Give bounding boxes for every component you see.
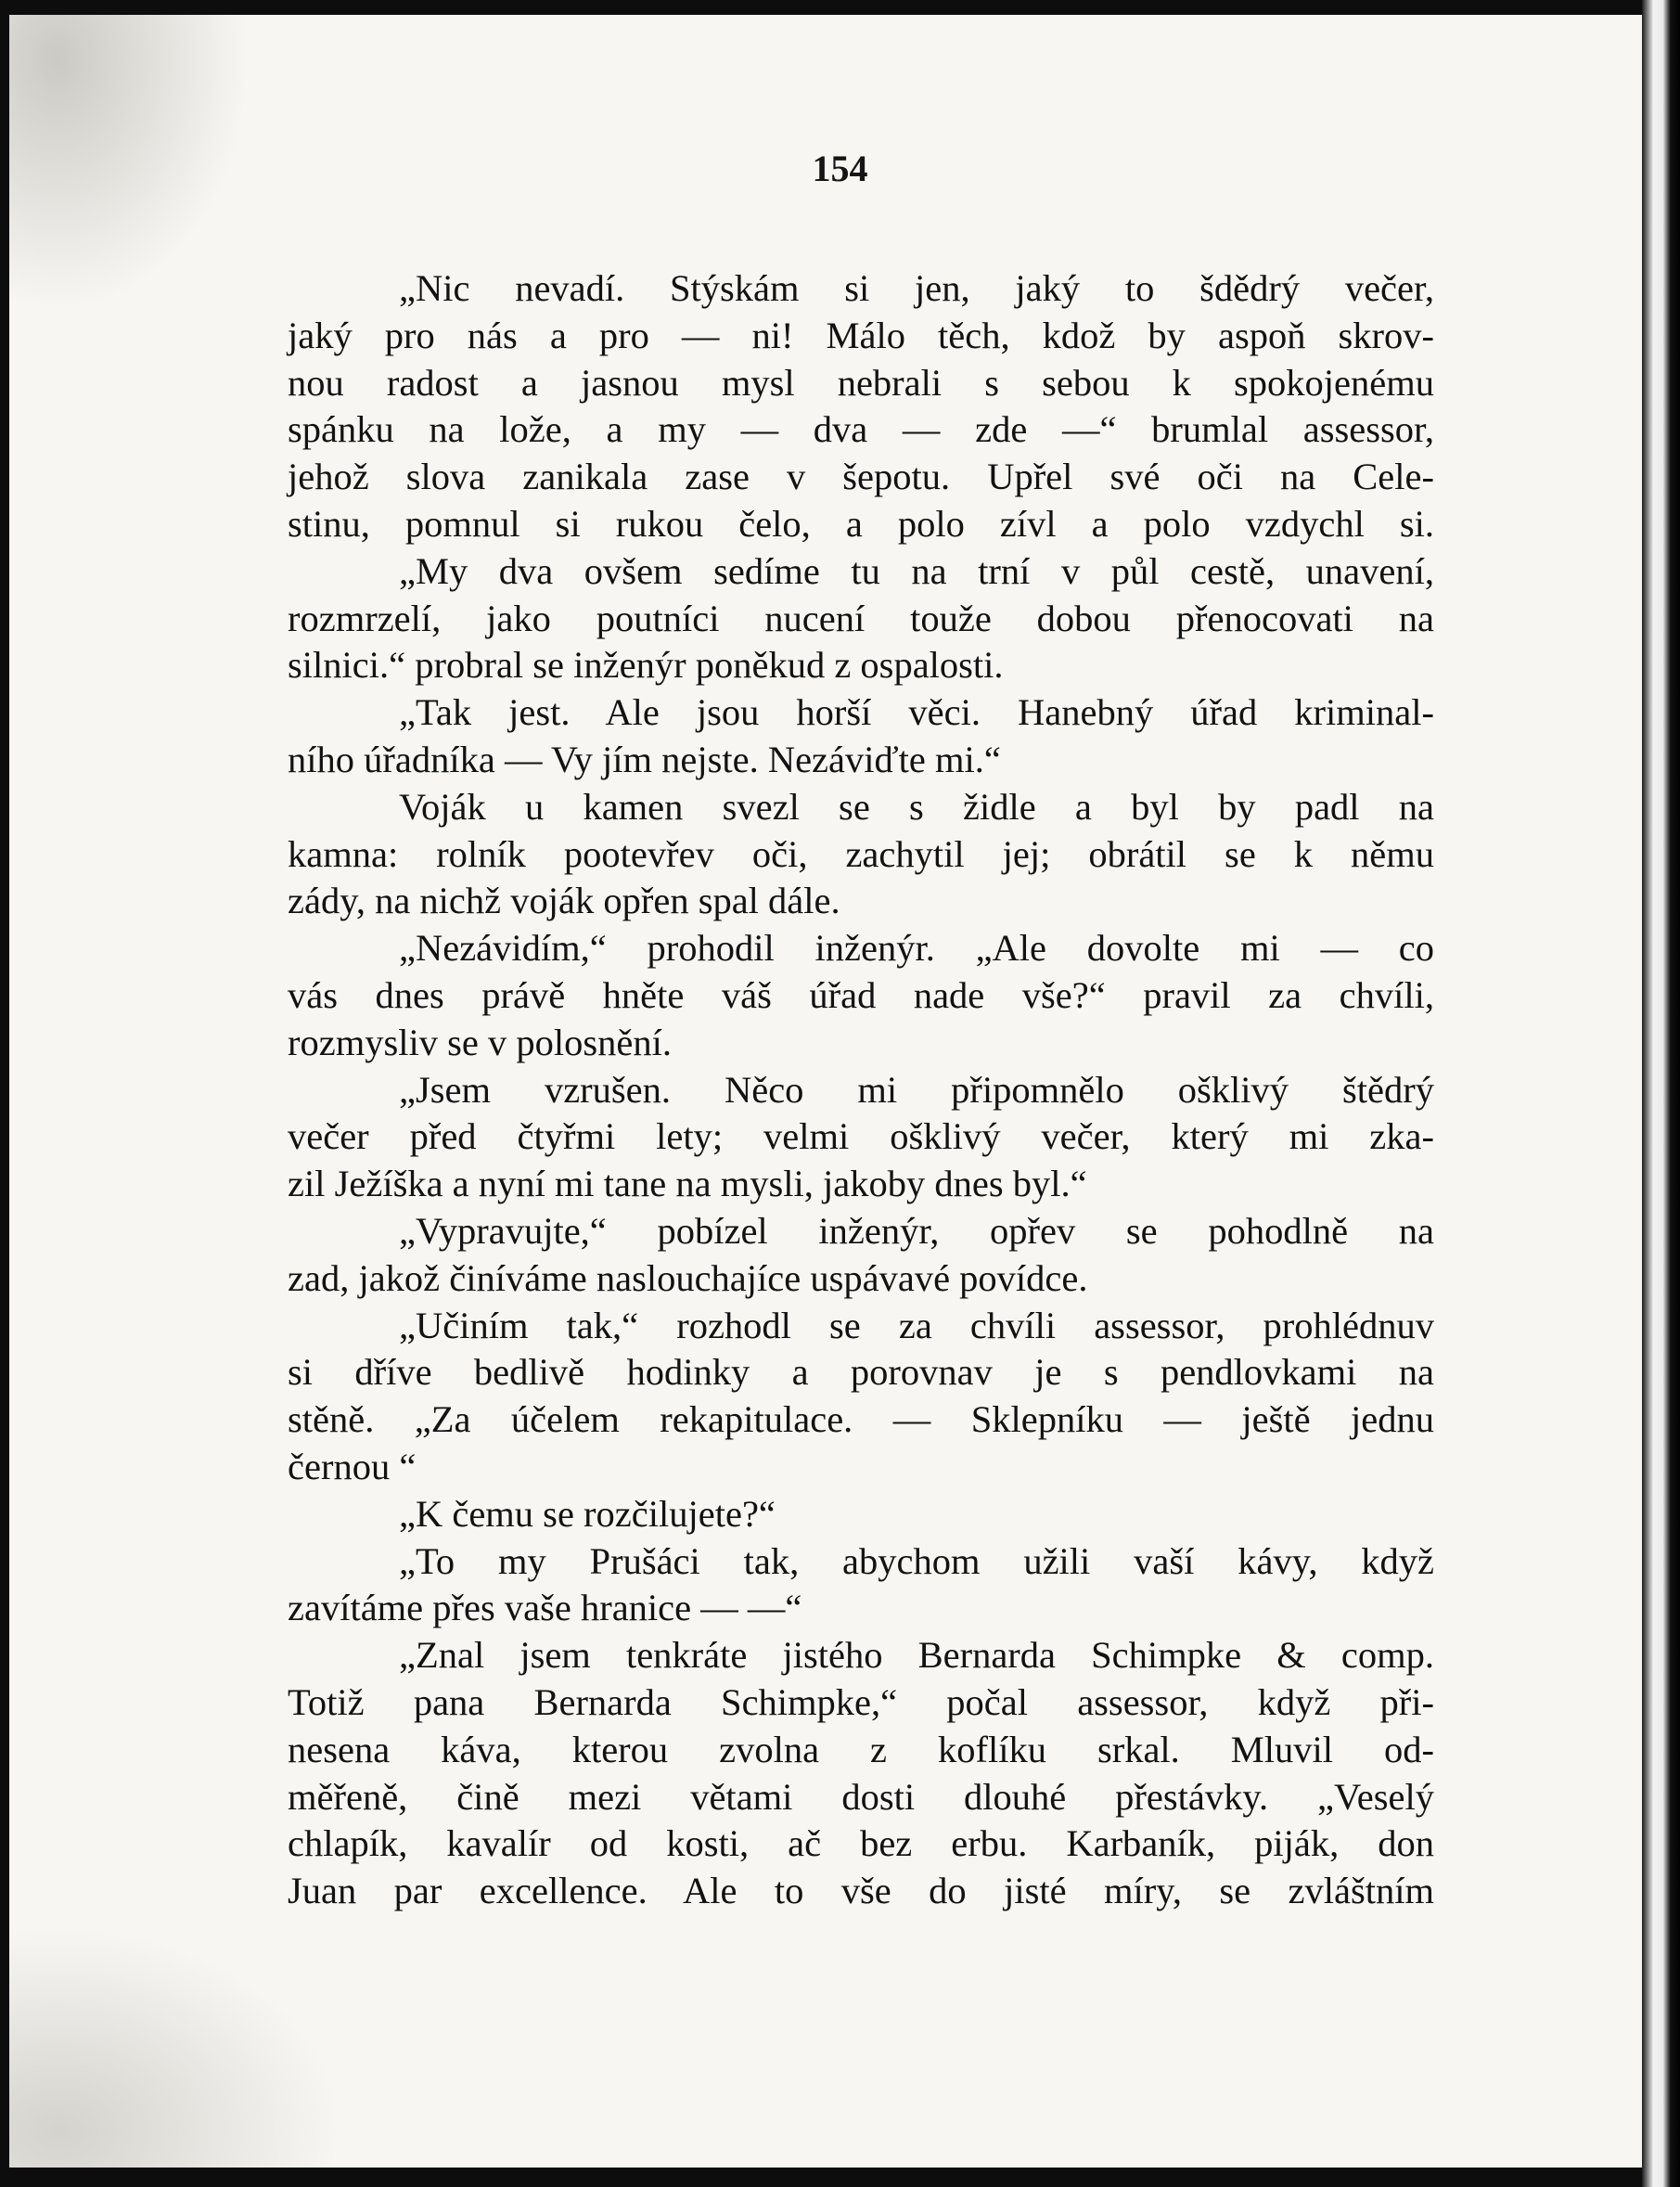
text-line: zavítáme přes vaše hranice — —“ — [288, 1587, 802, 1629]
text-line: chlapík, kavalír od kosti, ač bez erbu. Karbaník, piják, don — [288, 1822, 1434, 1865]
text-line: vás dnes právě hněte váš úřad nade vše?“ pravil za chvíli, — [288, 973, 1434, 1016]
text-line: „Vypravujte,“ pobízel inženýr, opřev se pohodlně na — [399, 1209, 1434, 1252]
text-line: Juan par excellence. Ale to vše do jisté míry, se zvláštním — [288, 1870, 1434, 1912]
page-edge — [1642, 0, 1680, 2187]
text-line: rozmrzelí, jako poutníci nucení touže dobou přenocovati na — [288, 597, 1434, 639]
text-line: spánku na lože, a my — dva — zde —“ brumlal assessor, — [288, 408, 1434, 451]
text-line: zády, na nichž voják opřen spal dále. — [288, 880, 840, 922]
text-line: stěně. „Za účelem rekapitulace. — Sklepníku — ještě jednu — [288, 1398, 1434, 1441]
body-text — [288, 265, 1434, 1915]
text-line: jaký pro nás a pro — ni! Málo těch, kdož by aspoň skrov- — [288, 314, 1434, 356]
text-line: stinu, pomnul si rukou čelo, a polo zívl a polo vzdychl si. — [288, 502, 1434, 545]
text-line: kamna: rolník pootevřev oči, zachytil jej; obrátil se k němu — [288, 832, 1434, 875]
text-line: silnici.“ probral se inženýr poněkud z ospalosti. — [288, 644, 1004, 687]
text-line: ního úřadníka — Vy jím nejste. Nezáviďte mi.“ — [288, 738, 1001, 780]
text-line: Voják u kamen svezl se s židle a byl by padl na — [399, 785, 1434, 828]
text-line: jehož slova zanikala zase v šepotu. Upřel své oči na Cele- — [288, 456, 1434, 498]
text-line: Totiž pana Bernarda Schimpke,“ počal assessor, když při- — [288, 1680, 1434, 1723]
text-line: rozmysliv se v polosnění. — [288, 1021, 672, 1063]
text-line: „Učiním tak,“ rozhodl se za chvíli assessor, prohlédnuv — [399, 1304, 1434, 1346]
text-line: nou radost a jasnou mysl nebrali s sebou k spokojenému — [288, 361, 1434, 404]
text-line: zil Ježíška a nyní mi tane na mysli, jakoby dnes byl.“ — [288, 1163, 1087, 1205]
text-line: „Nezávidím,“ prohodil inženýr. „Ale dovolte mi — co — [399, 927, 1434, 970]
text-line: „My dva ovšem sedíme tu na trní v půl cestě, unavení, — [399, 549, 1434, 592]
text-line: měřeně, čině mezi větami dosti dlouhé přestávky. „Veselý — [288, 1775, 1434, 1818]
text-line: večer před čtyřmi lety; velmi ošklivý večer, který mi zka- — [288, 1115, 1434, 1158]
text-line: „K čemu se rozčilujete?“ — [399, 1492, 776, 1535]
text-line: „Jsem vzrušen. Něco mi připomnělo ošklivý štědrý — [399, 1068, 1434, 1111]
text-line: nesena káva, kterou zvolna z koflíku srkal. Mluvil od- — [288, 1728, 1434, 1770]
page-number: 154 — [812, 148, 868, 189]
text-line: si dříve bedlivě hodinky a porovnav je s pendlovkami na — [288, 1351, 1434, 1394]
text-line: „Tak jest. Ale jsou horší věci. Hanebný úřad kriminal- — [399, 691, 1434, 734]
text-line: černou “ — [288, 1445, 417, 1487]
text-line: „To my Prušáci tak, abychom užili vaší kávy, když — [399, 1539, 1434, 1582]
text-line: zad, jakož činíváme naslouchajíce uspávavé povídce. — [288, 1256, 1088, 1299]
text-line: „Znal jsem tenkráte jistého Bernarda Schimpke & comp. — [399, 1634, 1434, 1677]
text-line: „Nic nevadí. Stýskám si jen, jaký to šdědrý večer, — [399, 267, 1434, 309]
